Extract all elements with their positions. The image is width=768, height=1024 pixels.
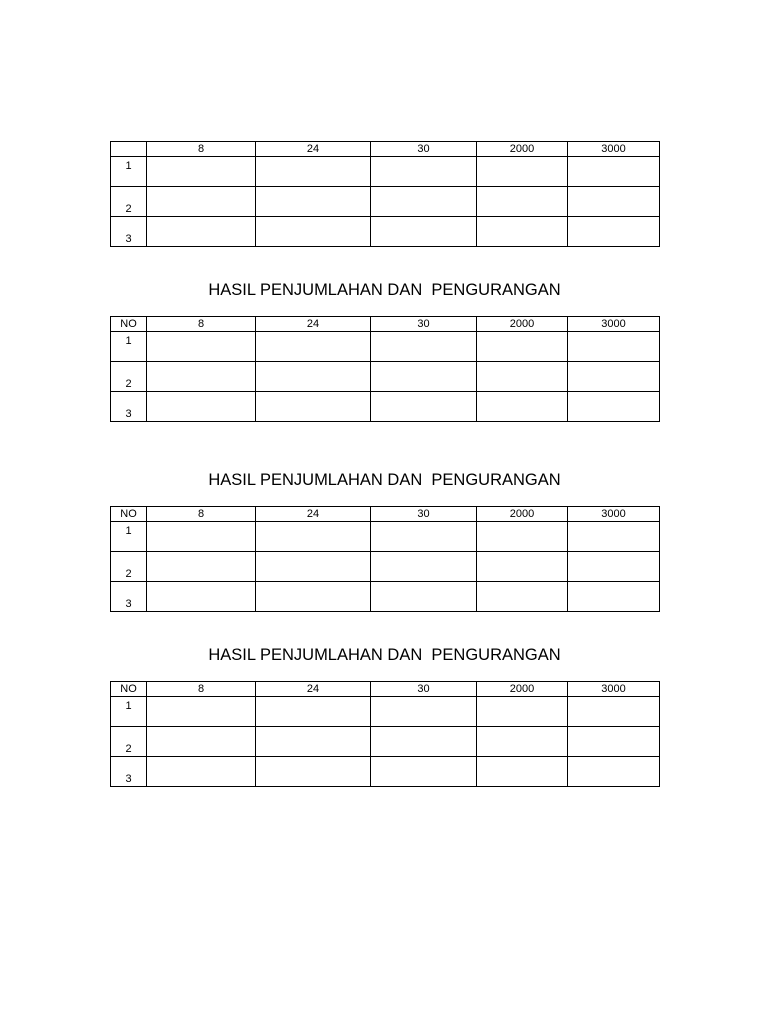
answer-cell[interactable] bbox=[371, 392, 477, 422]
header-column-cell: 24 bbox=[256, 142, 371, 157]
answer-cell[interactable] bbox=[568, 552, 660, 582]
section-title: HASIL PENJUMLAHAN DAN PENGURANGAN bbox=[208, 281, 561, 299]
answer-cell[interactable] bbox=[477, 522, 568, 552]
header-no-cell: NO bbox=[111, 317, 147, 332]
row-number-cell: 2 bbox=[111, 552, 147, 582]
table-header-row bbox=[111, 682, 660, 697]
header-column-cell: 3000 bbox=[568, 142, 660, 157]
answer-cell[interactable] bbox=[256, 582, 371, 612]
answer-cell[interactable] bbox=[256, 217, 371, 247]
answer-cell[interactable] bbox=[371, 187, 477, 217]
answer-cell[interactable] bbox=[371, 757, 477, 787]
section-title: HASIL PENJUMLAHAN DAN PENGURANGAN bbox=[208, 646, 561, 664]
answer-cell[interactable] bbox=[256, 522, 371, 552]
header-column-cell: 8 bbox=[147, 507, 256, 522]
row-number-cell: 1 bbox=[111, 157, 147, 187]
answer-cell[interactable] bbox=[147, 392, 256, 422]
header-column-cell: 8 bbox=[147, 142, 256, 157]
header-column-cell: 3000 bbox=[568, 317, 660, 332]
answer-cell[interactable] bbox=[256, 392, 371, 422]
answer-cell[interactable] bbox=[568, 582, 660, 612]
answer-cell[interactable] bbox=[147, 697, 256, 727]
answer-cell[interactable] bbox=[568, 522, 660, 552]
header-column-cell: 30 bbox=[371, 507, 477, 522]
header-no-cell: NO bbox=[111, 507, 147, 522]
answer-cell[interactable] bbox=[568, 217, 660, 247]
table-row bbox=[111, 332, 660, 362]
row-number-cell: 3 bbox=[111, 217, 147, 247]
answer-cell[interactable] bbox=[477, 697, 568, 727]
answer-cell[interactable] bbox=[147, 362, 256, 392]
answer-cell[interactable] bbox=[568, 187, 660, 217]
answer-cell[interactable] bbox=[568, 757, 660, 787]
answer-cell[interactable] bbox=[147, 727, 256, 757]
header-column-cell: 30 bbox=[371, 317, 477, 332]
answer-cell[interactable] bbox=[568, 727, 660, 757]
row-number-cell: 1 bbox=[111, 522, 147, 552]
answer-cell[interactable] bbox=[371, 332, 477, 362]
answer-cell[interactable] bbox=[477, 157, 568, 187]
table-row bbox=[111, 187, 660, 217]
answer-cell[interactable] bbox=[477, 552, 568, 582]
answer-cell[interactable] bbox=[256, 697, 371, 727]
table-header-row bbox=[111, 142, 660, 157]
row-number-cell: 2 bbox=[111, 362, 147, 392]
header-column-cell: 30 bbox=[371, 142, 477, 157]
table-row bbox=[111, 757, 660, 787]
header-column-cell: 2000 bbox=[477, 142, 568, 157]
answer-cell[interactable] bbox=[568, 362, 660, 392]
worksheet-table bbox=[110, 681, 660, 787]
row-number-cell: 3 bbox=[111, 582, 147, 612]
answer-cell[interactable] bbox=[147, 582, 256, 612]
answer-cell[interactable] bbox=[147, 522, 256, 552]
answer-cell[interactable] bbox=[568, 332, 660, 362]
table-header-row bbox=[111, 317, 660, 332]
answer-cell[interactable] bbox=[147, 157, 256, 187]
table-row bbox=[111, 392, 660, 422]
answer-cell[interactable] bbox=[371, 362, 477, 392]
answer-cell[interactable] bbox=[568, 697, 660, 727]
answer-cell[interactable] bbox=[371, 157, 477, 187]
answer-cell[interactable] bbox=[147, 757, 256, 787]
answer-cell[interactable] bbox=[256, 157, 371, 187]
header-column-cell: 2000 bbox=[477, 507, 568, 522]
answer-cell[interactable] bbox=[256, 362, 371, 392]
row-number-cell: 3 bbox=[111, 392, 147, 422]
row-number-cell: 1 bbox=[111, 332, 147, 362]
worksheet-table bbox=[110, 141, 660, 247]
table-row bbox=[111, 727, 660, 757]
answer-cell[interactable] bbox=[147, 217, 256, 247]
row-number-cell: 2 bbox=[111, 727, 147, 757]
answer-cell[interactable] bbox=[371, 522, 477, 552]
header-column-cell: 30 bbox=[371, 682, 477, 697]
table-row bbox=[111, 522, 660, 552]
header-column-cell: 2000 bbox=[477, 317, 568, 332]
header-column-cell: 8 bbox=[147, 682, 256, 697]
header-column-cell: 3000 bbox=[568, 507, 660, 522]
answer-cell[interactable] bbox=[568, 392, 660, 422]
answer-cell[interactable] bbox=[371, 582, 477, 612]
answer-cell[interactable] bbox=[147, 187, 256, 217]
section-title: HASIL PENJUMLAHAN DAN PENGURANGAN bbox=[208, 471, 561, 489]
header-column-cell: 8 bbox=[147, 317, 256, 332]
header-column-cell: 24 bbox=[256, 317, 371, 332]
worksheet-table bbox=[110, 506, 660, 612]
answer-cell[interactable] bbox=[147, 332, 256, 362]
answer-cell[interactable] bbox=[477, 187, 568, 217]
table-row bbox=[111, 552, 660, 582]
answer-cell[interactable] bbox=[147, 552, 256, 582]
header-column-cell: 3000 bbox=[568, 682, 660, 697]
answer-cell[interactable] bbox=[477, 392, 568, 422]
answer-cell[interactable] bbox=[371, 217, 477, 247]
header-column-cell: 24 bbox=[256, 507, 371, 522]
row-number-cell: 3 bbox=[111, 757, 147, 787]
worksheet-table bbox=[110, 316, 660, 422]
answer-cell[interactable] bbox=[477, 757, 568, 787]
header-no-cell bbox=[111, 142, 147, 157]
header-column-cell: 24 bbox=[256, 682, 371, 697]
answer-cell[interactable] bbox=[477, 362, 568, 392]
answer-cell[interactable] bbox=[477, 217, 568, 247]
answer-cell[interactable] bbox=[477, 727, 568, 757]
answer-cell[interactable] bbox=[256, 727, 371, 757]
table-row bbox=[111, 582, 660, 612]
answer-cell[interactable] bbox=[371, 697, 477, 727]
answer-cell[interactable] bbox=[256, 332, 371, 362]
table-row bbox=[111, 362, 660, 392]
table-row bbox=[111, 157, 660, 187]
answer-cell[interactable] bbox=[256, 757, 371, 787]
header-column-cell: 2000 bbox=[477, 682, 568, 697]
answer-cell[interactable] bbox=[371, 727, 477, 757]
answer-cell[interactable] bbox=[477, 582, 568, 612]
table-header-row bbox=[111, 507, 660, 522]
table-row bbox=[111, 697, 660, 727]
answer-cell[interactable] bbox=[371, 552, 477, 582]
answer-cell[interactable] bbox=[568, 157, 660, 187]
table-row bbox=[111, 217, 660, 247]
header-no-cell: NO bbox=[111, 682, 147, 697]
row-number-cell: 1 bbox=[111, 697, 147, 727]
row-number-cell: 2 bbox=[111, 187, 147, 217]
answer-cell[interactable] bbox=[477, 332, 568, 362]
answer-cell[interactable] bbox=[256, 187, 371, 217]
answer-cell[interactable] bbox=[256, 552, 371, 582]
